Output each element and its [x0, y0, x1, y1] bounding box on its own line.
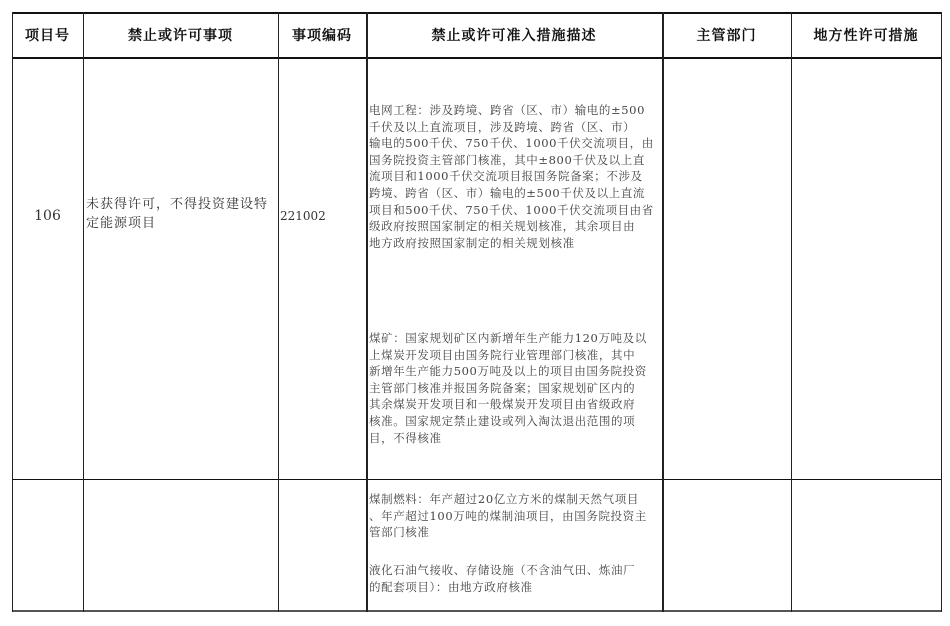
column-divider	[662, 12, 664, 612]
header-matter: 禁止或许可事项	[128, 28, 233, 44]
header-measures: 禁止或许可准入措施描述	[431, 28, 597, 44]
item-number: 106	[34, 208, 61, 224]
measure-description: 煤制燃料：年产超过20亿立方米的煤制天然气项目 、年产超过100万吨的煤制油项目，由国务院投资主 管部门核准	[369, 492, 647, 540]
header-local-measures: 地方性许可措施	[813, 28, 919, 44]
table-bottom-border	[12, 610, 942, 612]
column-divider	[12, 12, 13, 612]
regulation-table	[12, 12, 942, 614]
column-divider	[83, 12, 84, 612]
column-divider	[278, 12, 279, 612]
column-divider	[791, 12, 792, 612]
column-divider	[366, 12, 368, 612]
measure-description: 煤矿：国家规划矿区内新增年生产能力120万吨及以 上煤炭开发项目由国务院行业管理部门核准，其中 新增年生产能力500万吨及以上的项目由国务院投资 主管部门核准并报国务院备案；国家规划矿区内的 其余煤炭开发项目和一般煤炭开发项目由省级政府 核准。国家规定禁止建设或列入淘汰退出范围的项 目，不得核准	[369, 331, 647, 445]
item-code: 221002	[280, 209, 326, 223]
matter-text: 未获得许可，不得投资建设特定能源项目	[86, 197, 269, 231]
row-divider	[12, 479, 942, 480]
column-divider	[941, 12, 942, 612]
header-code: 事项编码	[292, 28, 352, 44]
measure-description: 电网工程：涉及跨境、跨省（区、市）输电的±500 千伏及以上直流项目，涉及跨境、跨省（区、市） 输电的500千伏、750千伏、1000千伏交流项目，由 国务院投资主管部门核准，其中±800千伏及以上直 流项目和1000千伏交流项目报国务院备案；不涉及 跨境、跨省（区、市）输电的±500千伏及以上直流 项目和500千伏、750千伏、1000千伏交流项目由省 级政府按照国家制定的相关规划核准，其余项目由 地方政府按照国家制定的相关规划核准	[369, 103, 654, 250]
header-department: 主管部门	[696, 28, 757, 44]
header-item-no: 项目号	[25, 28, 70, 44]
measure-description: 液化石油气接收、存储设施（不含油气田、炼油厂 的配套项目）：由地方政府核准	[369, 563, 636, 594]
